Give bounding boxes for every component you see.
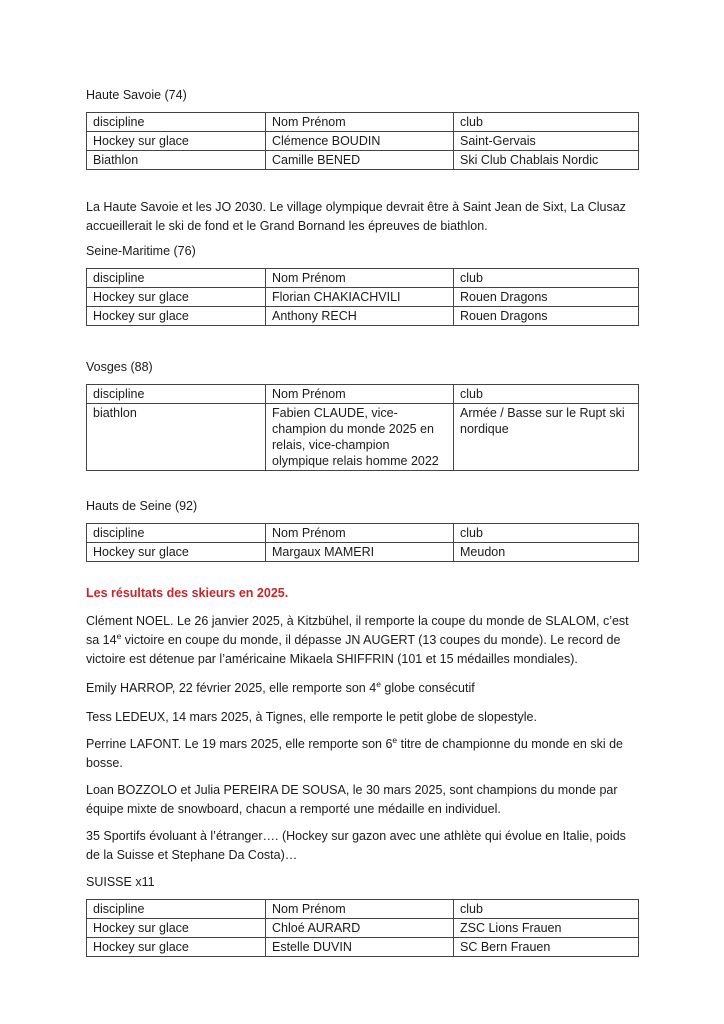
table-row [87, 543, 639, 562]
paragraph-tess-ledeux: Tess LEDEUX, 14 mars 2025, à Tignes, elle remporte le petit globe de slopestyle. [86, 710, 537, 724]
paragraph-text: Perrine LAFONT. Le 19 mars 2025, elle remporte son 6 [86, 737, 393, 751]
paragraph-text: globe consécutif [380, 681, 475, 695]
cell-nom-prenom: Camille BENED [266, 151, 454, 170]
table-vosges [86, 384, 639, 471]
cell-discipline: Hockey sur glace [87, 288, 266, 307]
column-header-nom-prenom: Nom Prénom [266, 269, 454, 288]
table-header-row [87, 385, 639, 404]
cell-nom-prenom: Chloé AURARD [266, 919, 454, 938]
cell-nom-prenom: Estelle DUVIN [266, 938, 454, 957]
column-header-nom-prenom: Nom Prénom [266, 113, 454, 132]
paragraph-text: victoire en coupe du monde, il dépasse JN AUGERT (13 coupes du monde). Le record de victoire est détenue par l’américaine Mikaela SHIFFRIN (101 et 15 médailles mondiales). [86, 633, 621, 666]
ordinal-superscript: e [116, 630, 122, 641]
table-row [87, 307, 639, 326]
column-header-nom-prenom: Nom Prénom [266, 524, 454, 543]
paragraph-bozzolo-pereira: Loan BOZZOLO et Julia PEREIRA DE SOUSA, le 30 mars 2025, sont champions du monde par équipe mixte de snowboard, chacun a remporté une médaille en individuel. [86, 783, 618, 816]
cell-nom-prenom: Clémence BOUDIN [266, 132, 454, 151]
paragraph-emily-harrop [86, 679, 638, 698]
cell-nom-prenom: Margaux MAMERI [266, 543, 454, 562]
table-header-row [87, 900, 639, 919]
cell-discipline: Hockey sur glace [87, 307, 266, 326]
table-seine-maritime [86, 268, 639, 326]
paragraph-perrine-lafont [86, 735, 638, 773]
column-header-club: club [454, 385, 639, 404]
column-header-nom-prenom: Nom Prénom [266, 385, 454, 404]
paragraph-clement-noel [86, 612, 638, 669]
table-haute-savoie [86, 112, 639, 170]
column-header-club: club [454, 113, 639, 132]
section-heading-suisse: SUISSE x11 [86, 875, 155, 889]
cell-nom-prenom: Fabien CLAUDE, vice-champion du monde 2025 en relais, vice-champion olympique relais homme 2022 [266, 404, 454, 471]
section-heading-resultats-skieurs: Les résultats des skieurs en 2025. [86, 586, 289, 600]
table-header-row [87, 524, 639, 543]
section-heading-haute-savoie: Haute Savoie (74) [86, 88, 187, 102]
cell-nom-prenom: Florian CHAKIACHVILI [266, 288, 454, 307]
column-header-discipline: discipline [87, 113, 266, 132]
cell-club: Armée / Basse sur le Rupt ski nordique [454, 404, 639, 471]
table-suisse [86, 899, 639, 957]
paragraph-jo2030: La Haute Savoie et les JO 2030. Le village olympique devrait être à Saint Jean de Sixt, La Clusaz accueillerait le ski de fond et le Grand Bornand les épreuves de biathlon. [86, 200, 626, 233]
column-header-discipline: discipline [87, 900, 266, 919]
table-row [87, 404, 639, 471]
column-header-nom-prenom: Nom Prénom [266, 900, 454, 919]
table-row [87, 288, 639, 307]
section-heading-vosges: Vosges (88) [86, 360, 153, 374]
ordinal-superscript: e [392, 734, 398, 745]
cell-discipline: Biathlon [87, 151, 266, 170]
cell-club: Rouen Dragons [454, 307, 639, 326]
cell-discipline: Hockey sur glace [87, 132, 266, 151]
column-header-discipline: discipline [87, 524, 266, 543]
paragraph-text: titre de championne du monde en ski de bosse. [86, 737, 623, 770]
paragraph-text: Clément NOEL. Le 26 janvier 2025, à Kitzbühel, il remporte la coupe du monde de SLALOM, c’est sa 14 [86, 614, 629, 647]
cell-club: Ski Club Chablais Nordic [454, 151, 639, 170]
cell-discipline: Hockey sur glace [87, 938, 266, 957]
cell-nom-prenom: Anthony RECH [266, 307, 454, 326]
column-header-club: club [454, 269, 639, 288]
section-heading-seine-maritime: Seine-Maritime (76) [86, 244, 196, 258]
table-row [87, 151, 639, 170]
cell-club: SC Bern Frauen [454, 938, 639, 957]
cell-club: Meudon [454, 543, 639, 562]
cell-discipline: biathlon [87, 404, 266, 471]
table-header-row [87, 113, 639, 132]
column-header-club: club [454, 900, 639, 919]
paragraph-text: Emily HARROP, 22 février 2025, elle remporte son 4 [86, 681, 377, 695]
column-header-discipline: discipline [87, 269, 266, 288]
ordinal-superscript: e [376, 678, 381, 689]
table-row [87, 919, 639, 938]
table-hauts-de-seine [86, 523, 639, 562]
column-header-discipline: discipline [87, 385, 266, 404]
section-heading-hauts-de-seine: Hauts de Seine (92) [86, 499, 198, 513]
paragraph-sportifs-etranger: 35 Sportifs évoluant à l’étranger…. (Hockey sur gazon avec une athlète qui évolue en Italie, poids de la Suisse et Stephane Da Costa)… [86, 829, 626, 862]
table-row [87, 132, 639, 151]
cell-club: Saint-Gervais [454, 132, 639, 151]
cell-club: Rouen Dragons [454, 288, 639, 307]
cell-club: ZSC Lions Frauen [454, 919, 639, 938]
table-header-row [87, 269, 639, 288]
cell-discipline: Hockey sur glace [87, 543, 266, 562]
column-header-club: club [454, 524, 639, 543]
table-row [87, 938, 639, 957]
cell-discipline: Hockey sur glace [87, 919, 266, 938]
